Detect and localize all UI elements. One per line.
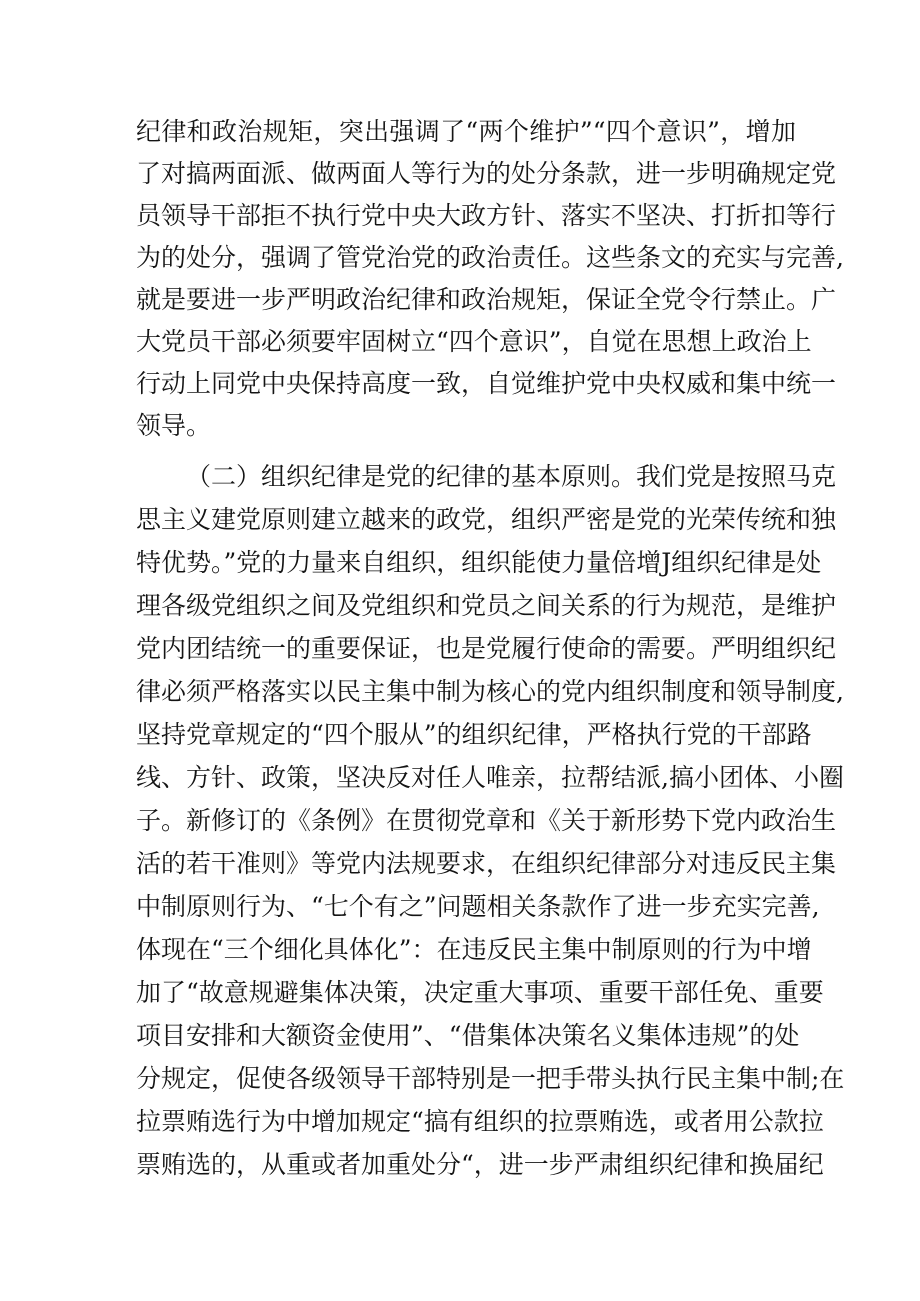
paragraph-2-line-2: 思主义建党原则建立越来的政党，组织严密是党的光荣传统和独 (136, 505, 837, 534)
paragraph-2-line-3: 特优势。”党的力量来自组织，组织能使力量倍增J组织纪律是处 (136, 548, 822, 577)
paragraph-2-line-15: 分规定，促使各级领导干部特别是一把手带头执行民主集中制;在 (136, 1064, 845, 1093)
paragraph-2-line-16: 拉票贿选行为中增加规定“搞有组织的拉票贿选，或者用公款拉 (136, 1107, 824, 1136)
paragraph-2-line-6: 律必须严格落实以民主集中制为核心的党内组织制度和领导制度, (136, 677, 844, 706)
paragraph-2-line-5: 党内团结统一的重要保证，也是党履行使命的需要。严明组织纪 (136, 634, 837, 663)
paragraph-2-line-4: 理各级党组织之间及党组织和党员之间关系的行为规范，是维护 (136, 591, 837, 620)
paragraph-1-line-2: 了对搞两面派、做两面人等行为的处分条款，进一步明确规定党 (136, 159, 837, 188)
paragraph-1-line-7: 行动上同党中央保持高度一致，自觉维护党中央权威和集中统一 (136, 369, 837, 398)
paragraph-2-line-8: 线、方针、政策，坚决反对任人唯亲，拉帮结派,搞小团体、小圈 (136, 763, 844, 792)
paragraph-2-line-17: 票贿选的，从重或者加重处分“，进一步严肃组织纪律和换届纪 (136, 1150, 824, 1179)
paragraph-2-line-7: 坚持党章规定的“四个服从”的组织纪律，严格执行党的干部路 (136, 720, 812, 749)
paragraph-2-line-12: 体现在“三个细化具体化”：在违反民主集中制原则的行为中增 (136, 935, 812, 964)
paragraph-2-line-13: 加了“故意规避集体决策，决定重大事项、重要干部任免、重要 (136, 978, 824, 1007)
paragraph-2-line-9: 子。新修订的《条例》在贯彻党章和《关于新形势下党内政治生 (136, 806, 837, 835)
paragraph-1-line-8: 领导。 (136, 411, 212, 440)
paragraph-2-line-1: （二）组织纪律是党的纪律的基本原则。我们党是按照马克 (186, 462, 837, 491)
paragraph-2-line-14: 项目安排和大额资金使用”、“借集体决策名义集体违规”的处 (136, 1021, 800, 1050)
paragraph-1-line-4: 为的处分，强调了管党治党的政治责任。这些条文的充实与完善, (136, 243, 844, 272)
paragraph-2-line-11: 中制原则行为、“七个有之”问题相关条款作了进一步充实完善, (136, 892, 820, 921)
paragraph-1-line-6: 大党员干部必须要牢固树立“四个意识”，自觉在思想上政治上 (136, 327, 812, 356)
paragraph-1-line-3: 员领导干部拒不执行党中央大政方针、落实不坚决、打折扣等行 (136, 201, 837, 230)
paragraph-1-line-5: 就是要进一步严明政治纪律和政治规矩，保证全党令行禁止。广 (136, 285, 837, 314)
paragraph-2-line-10: 活的若干准则》等党内法规要求，在组织纪律部分对违反民主集 (136, 849, 837, 878)
paragraph-1-line-1: 纪律和政治规矩，突出强调了“两个维护”“四个意识”，增加 (136, 117, 796, 146)
